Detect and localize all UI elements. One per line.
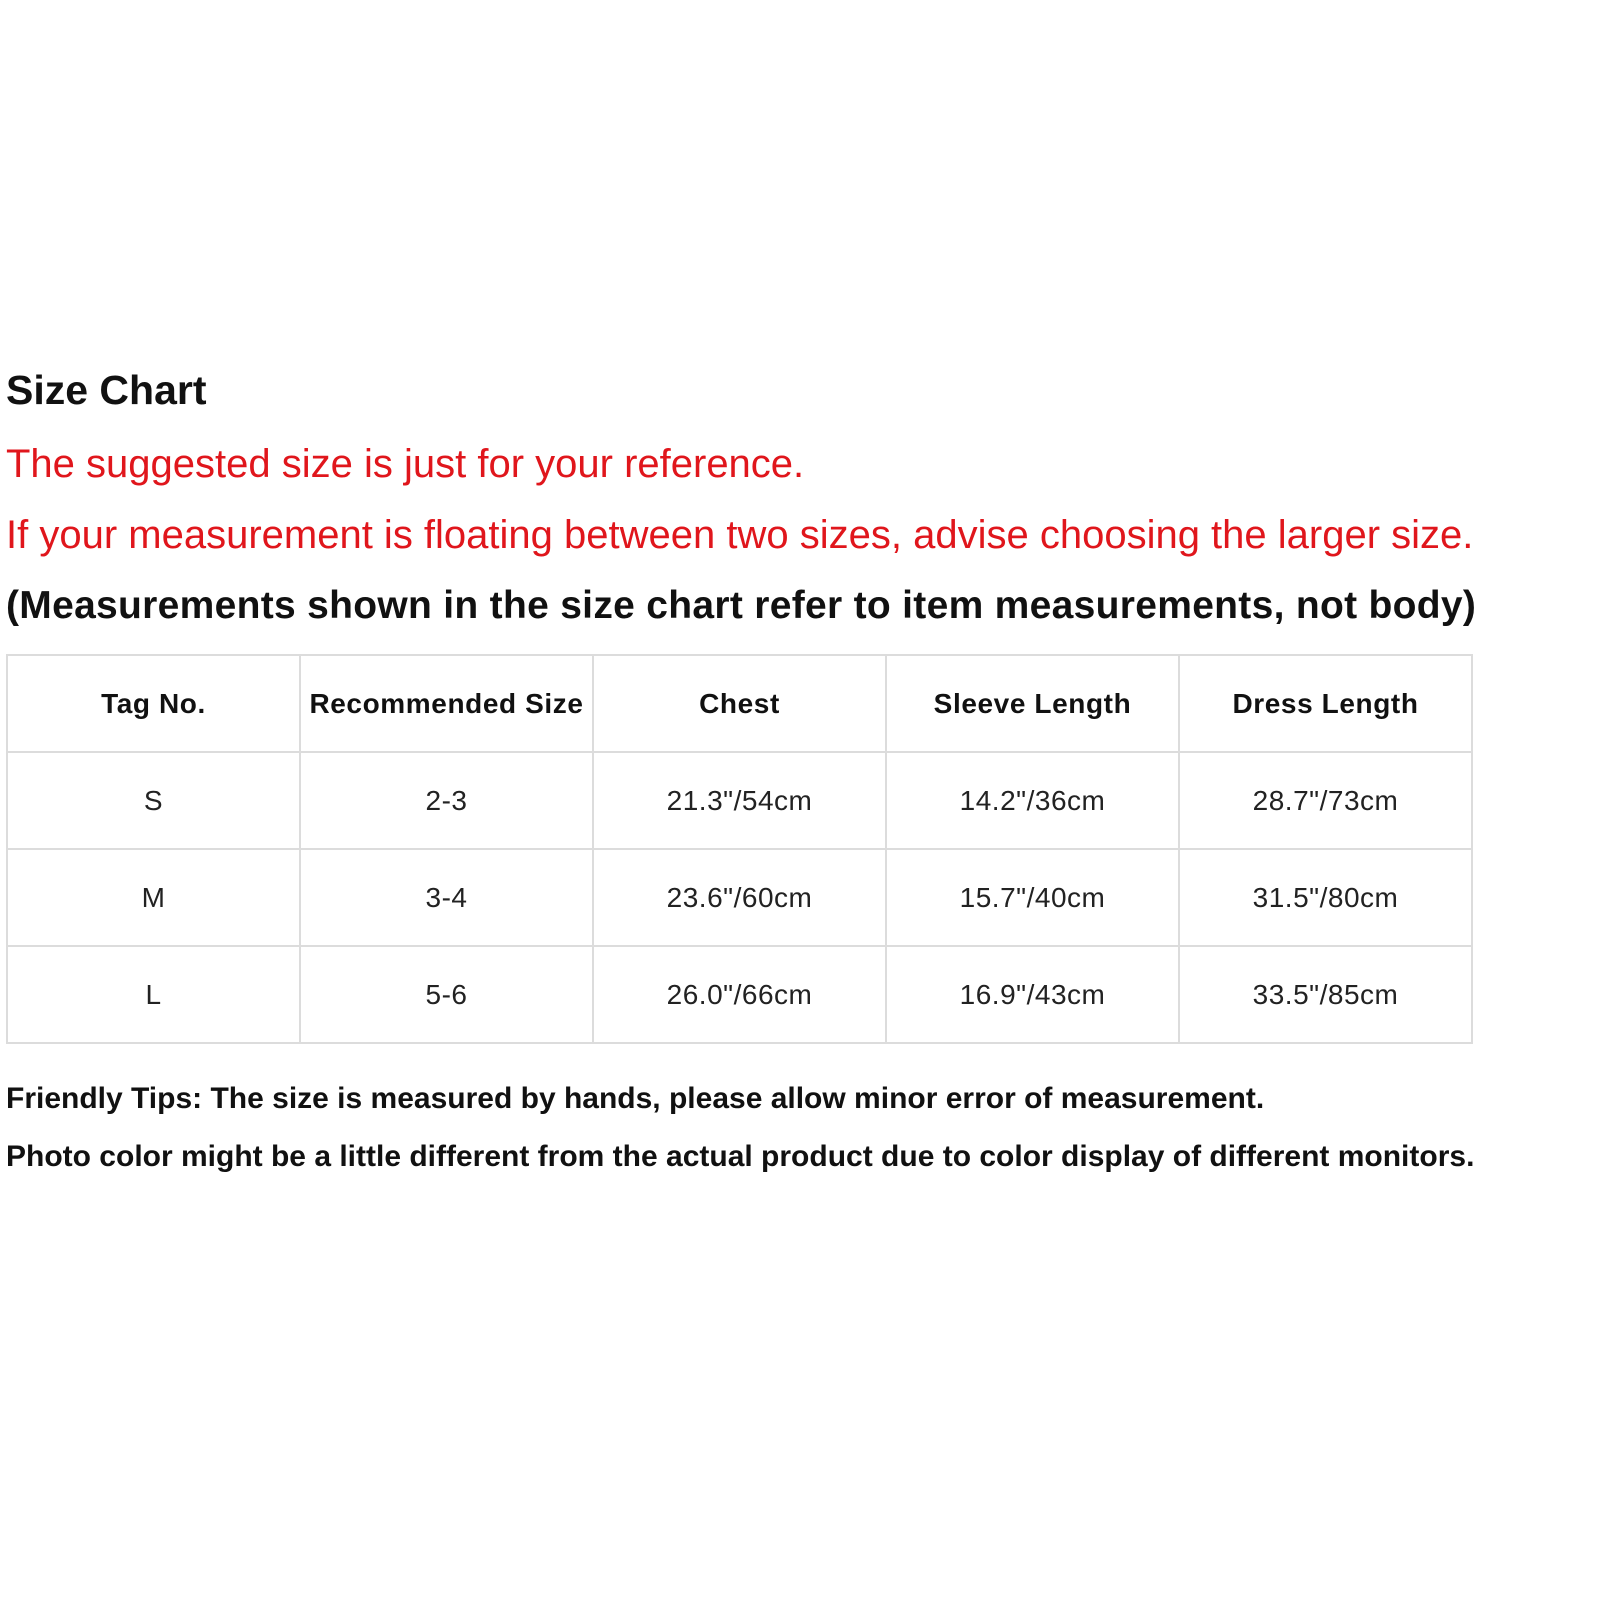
cell-sleeve-length: 14.2"/36cm [886, 752, 1179, 849]
cell-recommended-size: 5-6 [300, 946, 593, 1043]
cell-chest: 21.3"/54cm [593, 752, 886, 849]
cell-recommended-size: 3-4 [300, 849, 593, 946]
cell-dress-length: 31.5"/80cm [1179, 849, 1472, 946]
table-row [7, 849, 1472, 946]
header-dress-length: Dress Length [1179, 655, 1472, 752]
cell-dress-length: 33.5"/85cm [1179, 946, 1472, 1043]
cell-sleeve-length: 16.9"/43cm [886, 946, 1179, 1043]
header-sleeve-length: Sleeve Length [886, 655, 1179, 752]
measurement-note: (Measurements shown in the size chart refer to item measurements, not body) [6, 584, 1477, 627]
page-title: Size Chart [6, 367, 207, 413]
cell-tag-no: S [7, 752, 300, 849]
header-tag-no: Tag No. [7, 655, 300, 752]
cell-tag-no: M [7, 849, 300, 946]
friendly-tip: Friendly Tips: The size is measured by hands, please allow minor error of measurement. [6, 1082, 1265, 1115]
table-header-row [7, 655, 1472, 752]
header-chest: Chest [593, 655, 886, 752]
cell-dress-length: 28.7"/73cm [1179, 752, 1472, 849]
reference-note: The suggested size is just for your reference. [6, 442, 805, 486]
header-recommended-size: Recommended Size [300, 655, 593, 752]
size-table [6, 654, 1473, 1044]
cell-recommended-size: 2-3 [300, 752, 593, 849]
floating-size-note: If your measurement is floating between two sizes, advise choosing the larger size. [6, 513, 1474, 557]
cell-sleeve-length: 15.7"/40cm [886, 849, 1179, 946]
table-row [7, 752, 1472, 849]
cell-chest: 26.0"/66cm [593, 946, 886, 1043]
color-tip: Photo color might be a little different from the actual product due to color display of different monitors. [6, 1140, 1475, 1173]
table-row [7, 946, 1472, 1043]
cell-chest: 23.6"/60cm [593, 849, 886, 946]
cell-tag-no: L [7, 946, 300, 1043]
